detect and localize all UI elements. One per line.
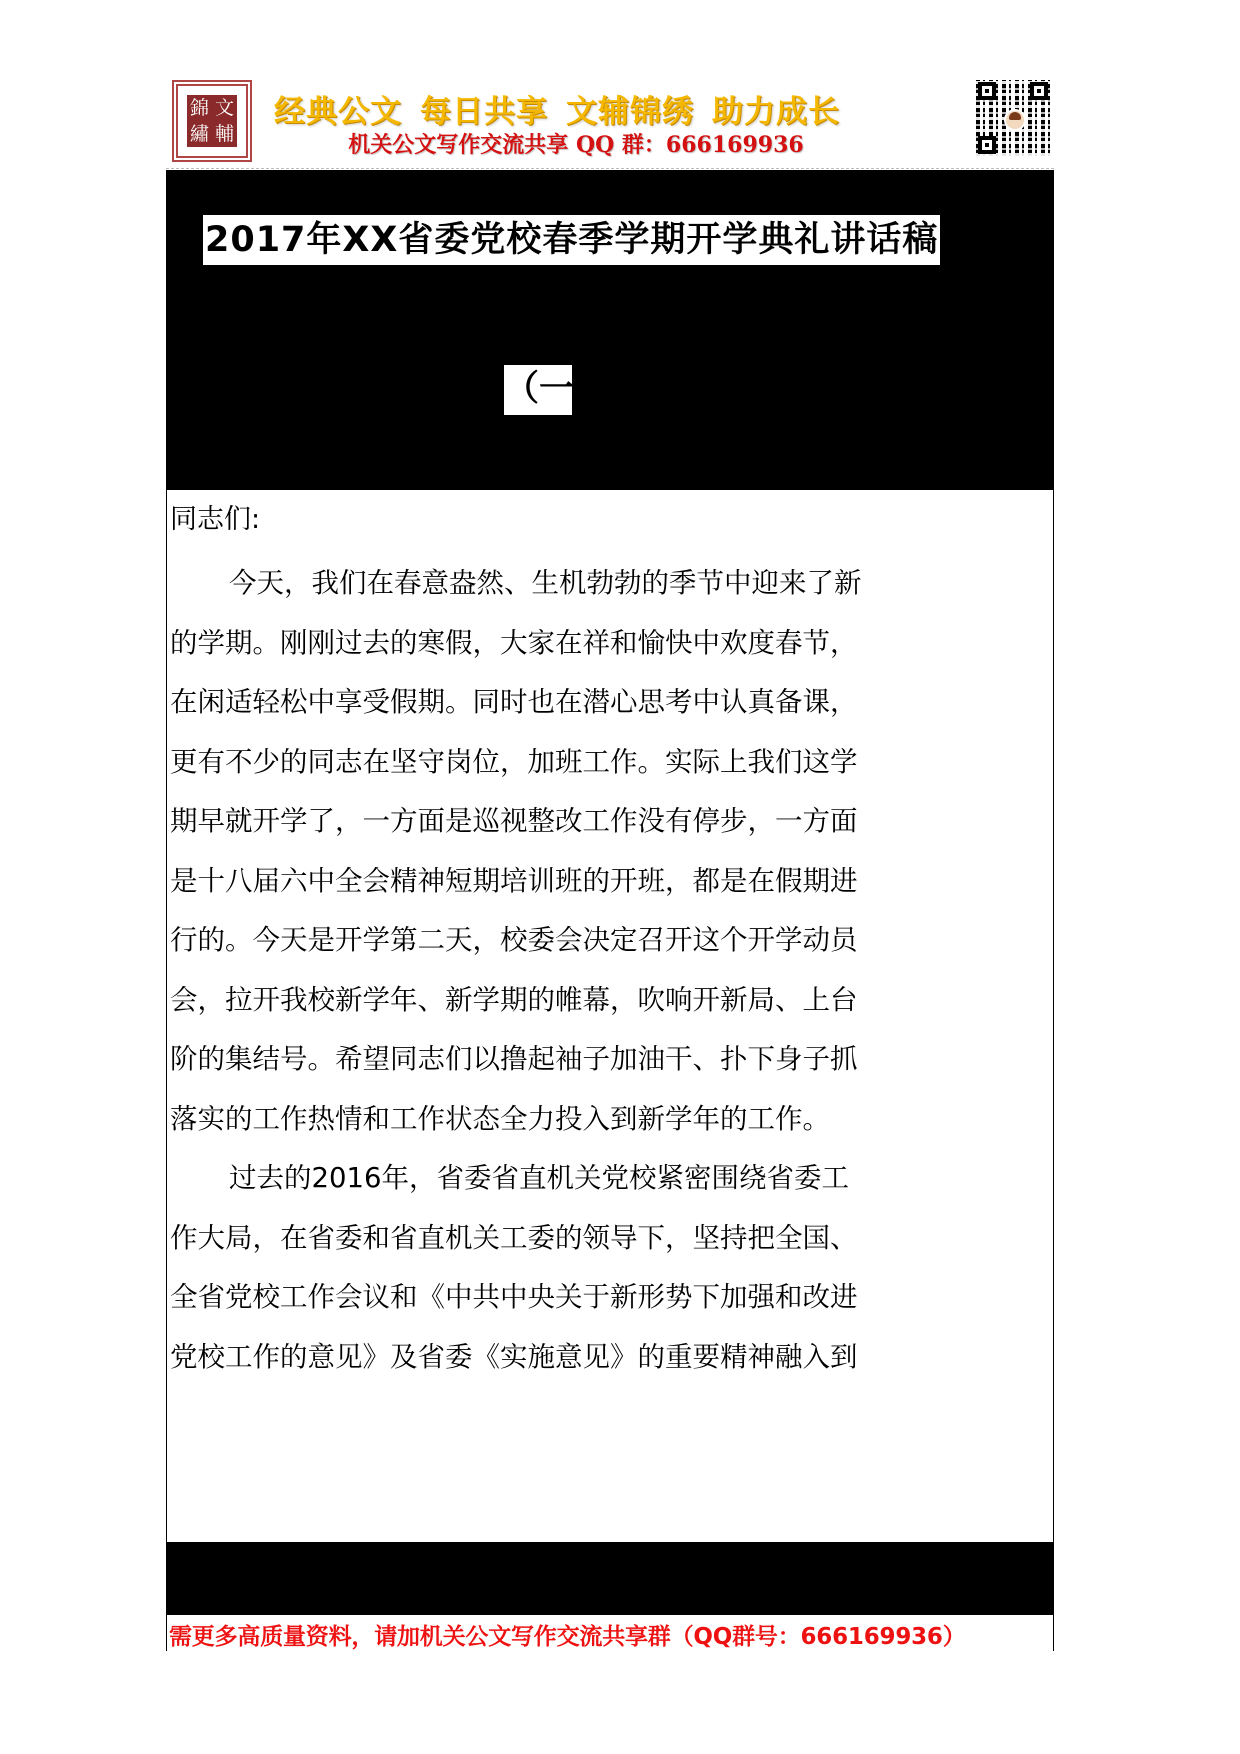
document-subtitle: （一） — [504, 365, 572, 415]
qr-finder-icon — [1030, 82, 1048, 100]
banner-slogan — [266, 86, 866, 131]
document-title: 2017年XX省委党校春季学期开学典礼讲话稿 — [203, 215, 940, 265]
title-block — [166, 170, 1054, 490]
logo-char: 文 — [214, 96, 234, 119]
qr-finder-icon — [978, 136, 996, 154]
text-line: 在闲适轻松中享受假期。同时也在潜心思考中认真备课， — [170, 686, 858, 718]
text-line: 全省党校工作会议和《中共中央关于新形势下加强和改进 — [170, 1281, 858, 1313]
logo-char: 繡 — [189, 122, 209, 145]
salutation: 同志们: — [170, 504, 261, 535]
slogan-phrase: 文辅锦绣 — [566, 94, 694, 130]
text-line: 今天，我们在春意盎然、生机勃勃的季节中迎来了新 — [229, 567, 862, 599]
text-line: 过去的2016年，省委省直机关党校紧密围绕省委工 — [229, 1162, 849, 1194]
text-line: 党校工作的意见》及省委《实施意见》的重要精神融入到 — [170, 1340, 858, 1373]
qq-group-line: 机关公文写作交流共享 QQ 群：666169936 — [348, 132, 804, 158]
logo-char: 錦 — [189, 96, 209, 119]
slogan-phrase: 每日共享 — [420, 94, 548, 130]
document-body — [166, 490, 1054, 1542]
paragraph — [170, 554, 1050, 1149]
logo-seal-icon — [172, 80, 252, 162]
logo-characters — [187, 95, 237, 147]
bottom-redaction-block — [166, 1542, 1054, 1615]
text-line: 的学期。刚刚过去的寒假，大家在祥和愉快中欢度春节， — [170, 626, 858, 659]
paragraph — [170, 1149, 1050, 1387]
qr-code-icon — [974, 78, 1052, 158]
avatar-icon — [1004, 109, 1026, 131]
text-line: 期早就开学了，一方面是巡视整改工作没有停步，一方面 — [170, 805, 858, 837]
logo-char: 輔 — [214, 122, 234, 145]
text-line: 落实的工作热情和工作状态全力投入到新学年的工作。 — [170, 1102, 830, 1135]
footer-promo-text: 需更多高质量资料，请加机关公文写作交流共享群（QQ群号：666169936） — [169, 1624, 966, 1650]
slogan-phrase: 助力成长 — [712, 94, 840, 130]
text-line: 作大局，在省委和省直机关工委的领导下，坚持把全国、 — [170, 1221, 858, 1254]
text-line: 是十八届六中全会精神短期培训班的开班，都是在假期进 — [170, 864, 858, 897]
document-page — [166, 78, 1054, 1650]
text-line: 阶的集结号。希望同志们以撸起袖子加油干、扑下身子抓 — [170, 1043, 858, 1075]
text-line: 会，拉开我校新学年、新学期的帷幕，吹响开新局、上台 — [170, 983, 858, 1016]
slogan-phrase: 经典公文 — [274, 94, 402, 130]
qr-finder-icon — [978, 82, 996, 100]
header-banner — [166, 78, 1054, 169]
text-line: 行的。今天是开学第二天，校委会决定召开这个开学动员 — [170, 924, 858, 956]
footer — [166, 1615, 1054, 1651]
text-line: 更有不少的同志在坚守岗位，加班工作。实际上我们这学 — [170, 745, 858, 778]
